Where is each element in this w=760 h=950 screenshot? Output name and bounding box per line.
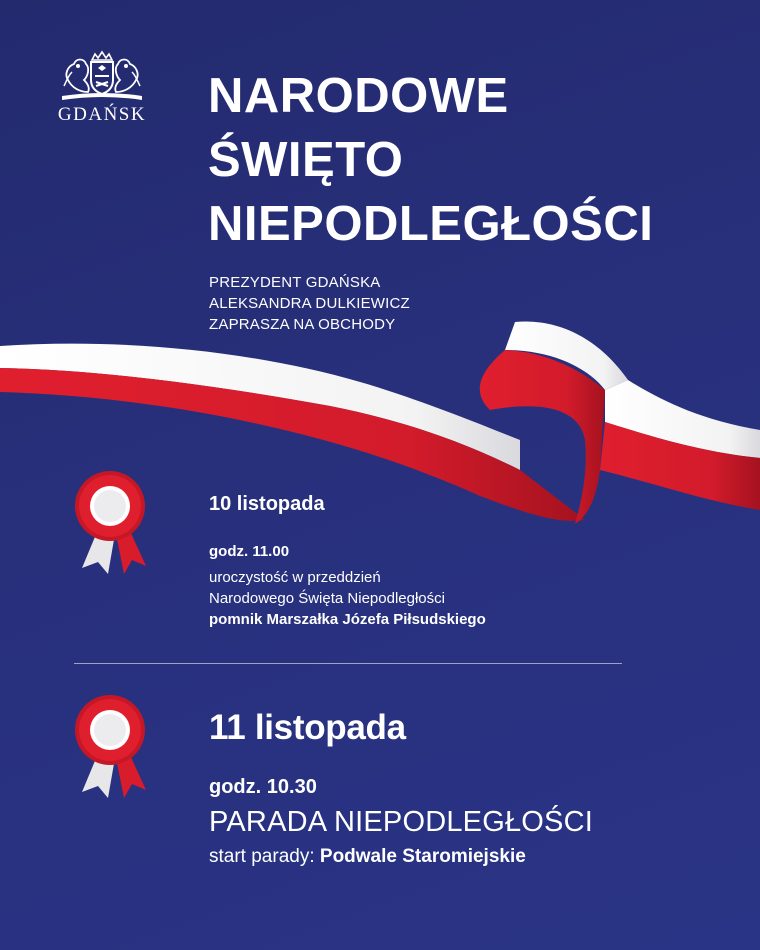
- gdansk-logo: [50, 50, 154, 126]
- event-2-start-place: Podwale Staromiejskie: [319, 846, 526, 867]
- event-1-place: pomnik Marszałka Józefa Piłsudskiego: [209, 611, 486, 628]
- main-title: [208, 64, 653, 256]
- event-2-date: 11 listopada: [209, 708, 406, 747]
- gdansk-coat-of-arms-icon: [54, 50, 150, 102]
- subtitle-line-1: PREZYDENT GDAŃSKA: [209, 274, 381, 291]
- event-1-description-line-2: Narodowego Święta Niepodległości: [209, 590, 445, 607]
- event-2-time: godz. 10.30: [209, 776, 317, 798]
- title-line-2: ŚWIĘTO: [208, 133, 404, 187]
- title-line-1: NARODOWE: [208, 69, 509, 123]
- event-1-date: 10 listopada: [209, 493, 325, 515]
- divider: [74, 663, 622, 664]
- event-1-description-line-1: uroczystość w przeddzień: [209, 569, 381, 586]
- rosette-icon: [72, 470, 152, 578]
- rosette-icon: [72, 694, 152, 802]
- gdansk-logo-text: GDAŃSK: [57, 104, 147, 125]
- title-line-3: NIEPODLEGŁOŚCI: [208, 197, 654, 251]
- event-2-start: [209, 846, 526, 868]
- event-2-name: PARADA NIEPODLEGŁOŚCI: [209, 806, 594, 838]
- event-1-description: [209, 567, 486, 630]
- event-1-time: godz. 11.00: [209, 543, 290, 560]
- subtitle-line-3: ZAPRASZA NA OBCHODY: [209, 316, 396, 333]
- subtitle-line-2: ALEKSANDRA DULKIEWICZ: [209, 295, 410, 312]
- event-2-start-label: start parady:: [209, 846, 315, 867]
